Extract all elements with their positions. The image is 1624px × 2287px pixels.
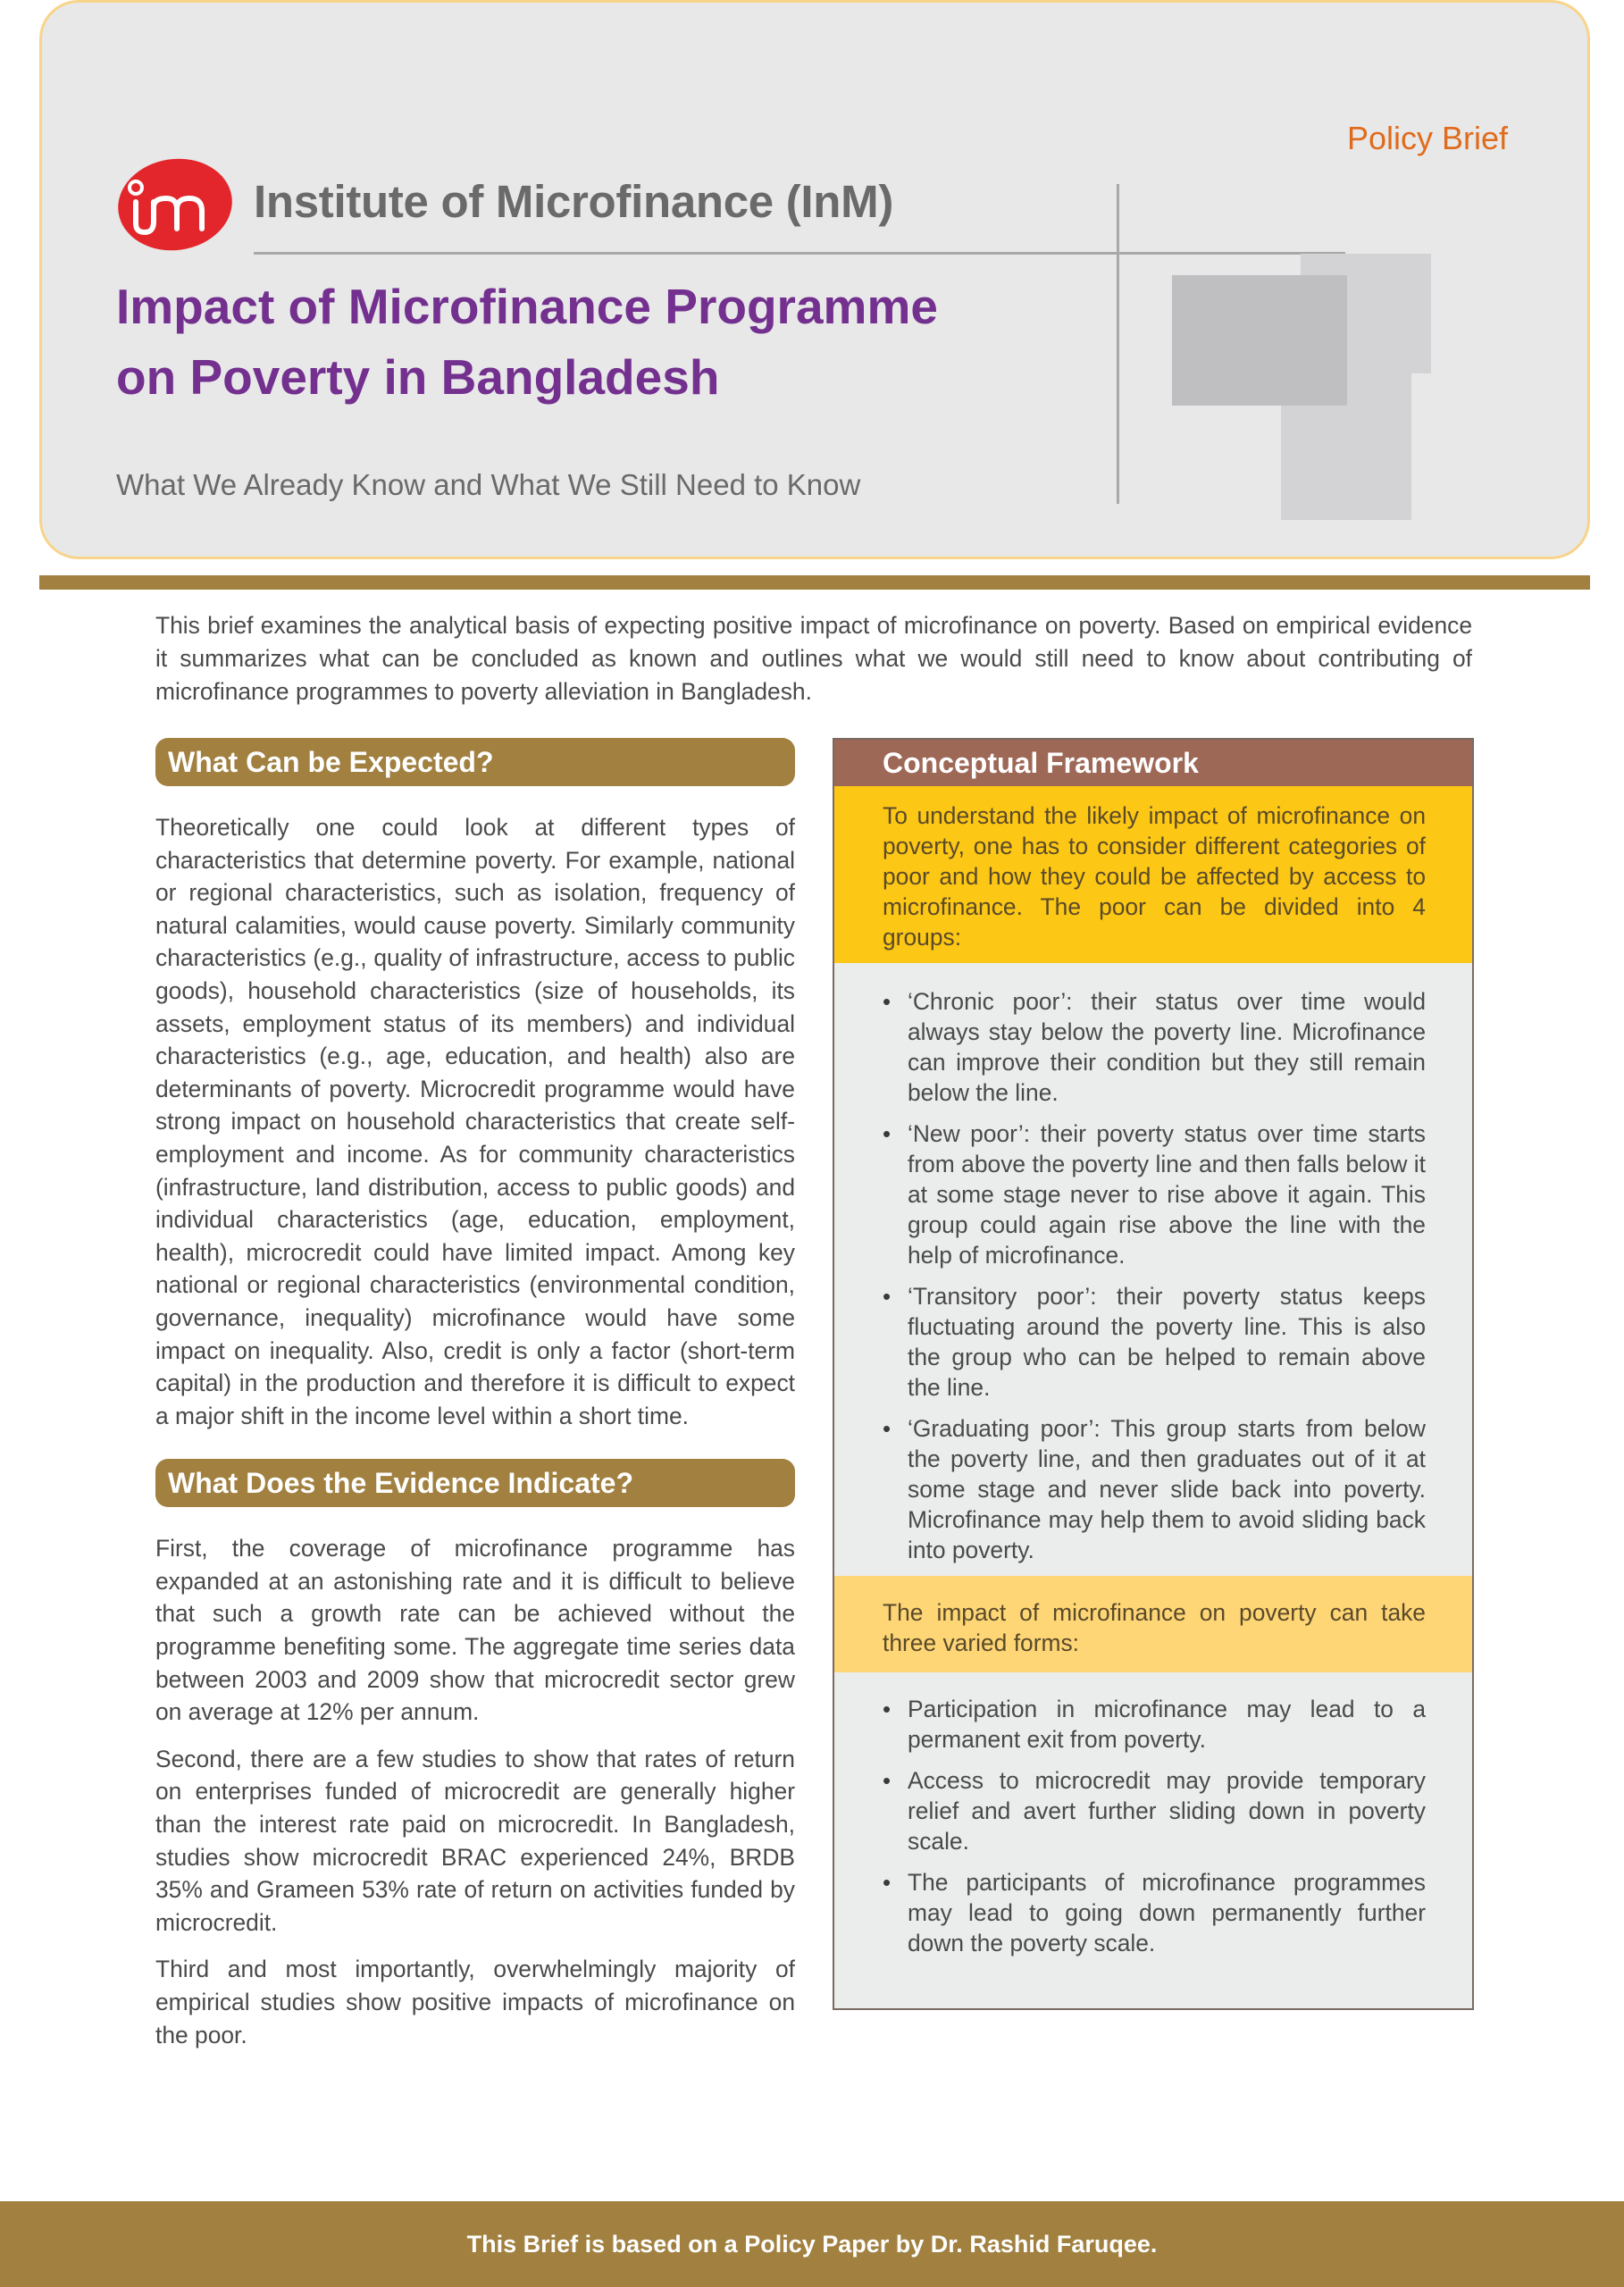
list-item: • ‘Transitory poor’: their poverty status keeps fluctuating around the poverty line. This is also the group who can be helped to remain above the line. [883,1281,1426,1403]
conceptual-framework-box [833,738,1474,2010]
framework-intro: To understand the likely impact of microfinance on poverty, one has to consider different categories of poor and how they could be affected by access to microfinance. The poor can be divided into 4 groups: [834,786,1472,963]
impact-forms-list [834,1672,1472,1958]
section-expected-paragraph: Theoretically one could look at different types of characteristics that determine poverty. For example, national or regional characteristics, such as isolation, frequency of natural calamities, would cause poverty. Similarly community characteristics (e.g., quality of infrastructure, access to public goods), household characteristics (size of households, its assets, employment status of its members) and individual characteristics (e.g., age, education, and health) also are determinants of poverty. Microcredit programme would have strong impact on household characteristics that create self-employment and income. As for community characteristics (infrastructure, land distribution, access to public goods) and individual characteristics (age, education, employment, health), microcredit could have limited impact. Among key national or regional characteristics (environmental condition, governance, inequality) microfinance would have some impact on inequality. Also, credit is only a factor (short-term capital) in the production and therefore it is difficult to expect a major shift in the income level within a short time. [155,814,795,1429]
org-name: Institute of Microfinance (InM) [254,176,894,227]
list-item: • The participants of microfinance programmes may lead to going down permanently further down the poverty scale. [883,1867,1426,1958]
inm-logo-icon [116,157,234,252]
left-column [155,738,795,2051]
title-line-2: on Poverty in Bangladesh [116,349,720,405]
intro-paragraph: This brief examines the analytical basis of expecting positive impact of microfinance on poverty. Based on empirical evidence it summarizes what can be concluded as known and outlines what we would still need to know about contributing of microfinance programmes to poverty alleviation in Bangladesh. [155,612,1472,705]
decor-square-dark [1172,275,1347,406]
list-item: • ‘New poor’: their poverty status over time starts from above the poverty line and then falls below it at some stage never to rise above it again. This group could again rise above the line with the help of microfinance. [883,1118,1426,1270]
header-divider-band [39,575,1590,590]
list-item: • ‘Graduating poor’: This group starts from below the poverty line, and then graduates out of it at some stage and never slide back into poverty. Microfinance may help them to avoid sliding back into poverty. [883,1413,1426,1565]
evidence-paragraph-3: Third and most importantly, overwhelmingly majority of empirical studies show positive impacts of microfinance on the poor. [155,1956,795,2048]
header-vertical-rule [1117,184,1119,504]
list-item: • Access to microcredit may provide temporary relief and avert further sliding down in poverty scale. [883,1765,1426,1856]
policy-brief-label: Policy Brief [1346,120,1508,156]
header-horizontal-rule [254,252,1345,255]
page-title [116,272,1081,413]
section-heading-expected: What Can be Expected? [155,738,795,786]
section-heading-evidence: What Does the Evidence Indicate? [155,1459,795,1507]
framework-heading: Conceptual Framework [834,740,1472,786]
footer-credit: This Brief is based on a Policy Paper by Dr. Rashid Faruqee. [0,2201,1624,2287]
list-item: • Participation in microfinance may lead to a permanent exit from poverty. [883,1694,1426,1755]
poor-groups-list [834,963,1472,1565]
list-item: • ‘Chronic poor’: their status over time would always stay below the poverty line. Microfinance can improve their condition but they still remain below the line. [883,986,1426,1108]
evidence-paragraph-1: First, the coverage of microfinance programme has expanded at an astonishing rate and it is difficult to believe that such a growth rate can be achieved without the programme benefiting some. The aggregate time series data between 2003 and 2009 show that microcredit sector grew on average at 12% per annum. [155,1535,795,1726]
title-line-1: Impact of Microfinance Programme [116,279,938,334]
evidence-paragraph-2: Second, there are a few studies to show that rates of return on enterprises funded of microcredit are generally higher than the interest rate paid on microcredit. In Bangladesh, studies show microcredit BRAC experienced 24%, BRDB 35% and Grameen 53% rate of return on activities funded by microcredit. [155,1745,795,1936]
page-subtitle: What We Already Know and What We Still Need to Know [116,468,861,501]
impact-forms-intro: The impact of microfinance on poverty can take three varied forms: [834,1576,1472,1672]
